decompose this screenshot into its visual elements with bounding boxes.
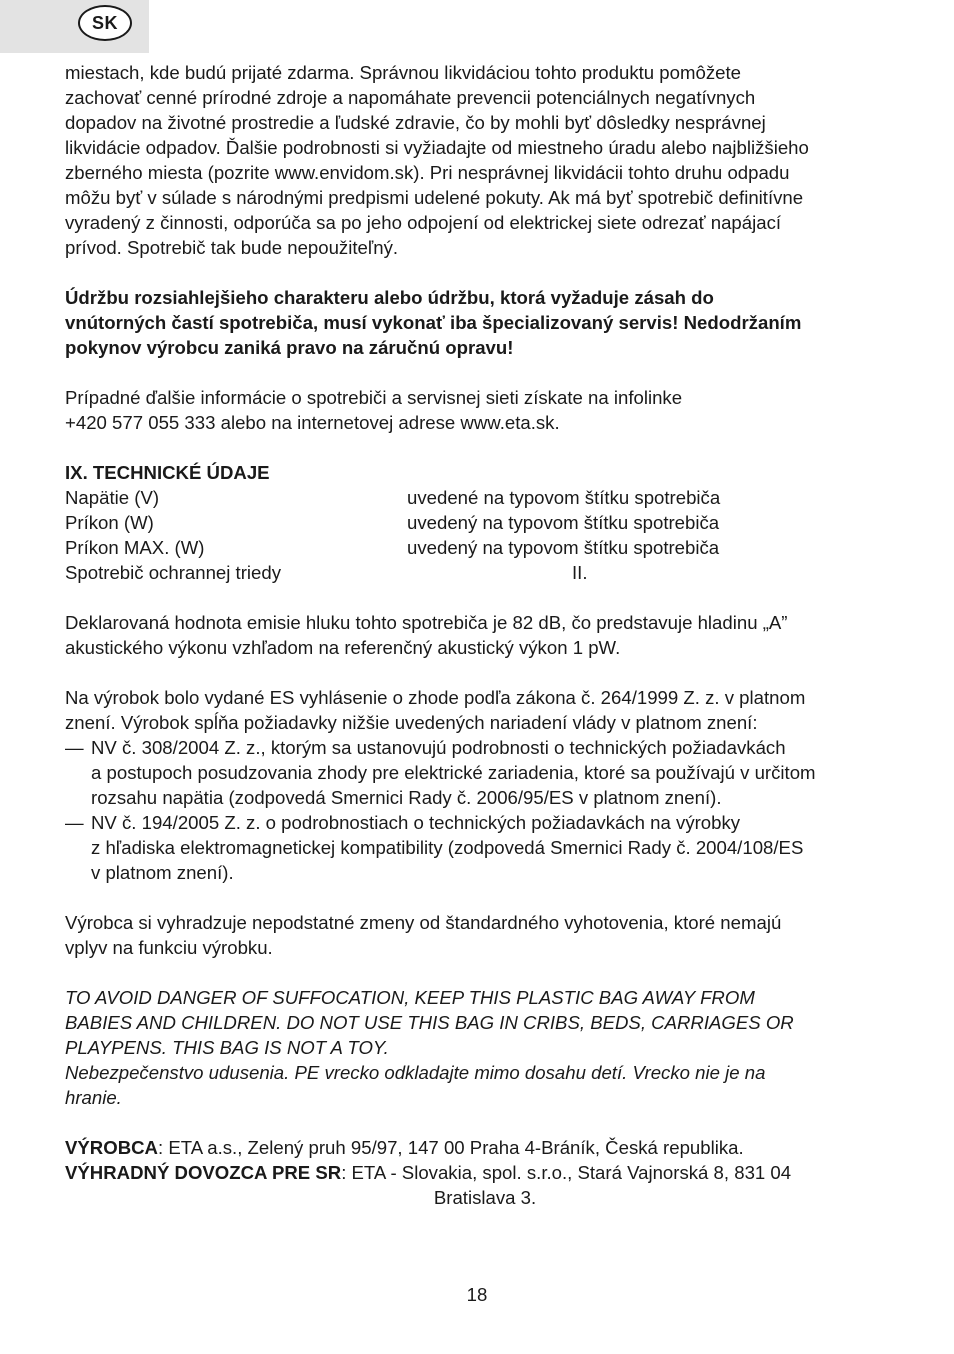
text-line: zachovať cenné prírodné zdroje a napomáhate prevencii potenciálnych negatívnych (65, 87, 756, 108)
text-line: v platnom znení). (91, 862, 234, 883)
text-line: Výrobca si vyhradzuje nepodstatné zmeny od štandardného vyhotovenia, ktoré nemajú (65, 912, 782, 933)
technical-data-section (65, 460, 905, 585)
disposal-paragraph (65, 60, 905, 260)
spec-label: Príkon (W) (65, 512, 154, 533)
service-warning-paragraph (65, 285, 905, 360)
text-line: miestach, kde budú prijaté zdarma. Správnou likvidáciou tohto produktu pomôžete (65, 62, 741, 83)
text-line: znení. Výrobok spĺňa požiadavky nižšie uvedených nariadení vlády v platnom znení: (65, 712, 758, 733)
list-dash: — (65, 737, 84, 758)
manufacturer-label: VÝROBCA (65, 1137, 158, 1158)
text-line: Na výrobok bolo vydané ES vyhlásenie o zhode podľa zákona č. 264/1999 Z. z. v platnom (65, 687, 806, 708)
text-line: akustického výkonu vzhľadom na referenčný akustický výkon 1 pW. (65, 637, 621, 658)
spec-value: uvedený na typovom štítku spotrebiča (407, 537, 720, 558)
text-line: vplyv na funkciu výrobku. (65, 937, 273, 958)
text-line: vnútorných častí spotrebiča, musí vykonať iba špecializovaný servis! Nedodržaním (65, 312, 802, 333)
manufacturer-text: : ETA a.s., Zelený pruh 95/97, 147 00 Praha 4-Bráník, Česká republika. (157, 1137, 744, 1158)
spec-value: uvedené na typovom štítku spotrebiča (407, 487, 721, 508)
info-paragraph (65, 385, 905, 435)
text-line: z hľadiska elektromagnetickej kompatibility (zodpovedá Smernici Rady č. 2004/108/ES (91, 837, 804, 858)
manufacturer-line (65, 1135, 905, 1160)
text-line: môžu byť v súlade s národnými predpismi udelené pokuty. Ak má byť spotrebič definitívne (65, 187, 804, 208)
text-line: Deklarovaná hodnota emisie hluku tohto spotrebiča je 82 dB, čo predstavuje hladinu „A” (65, 612, 788, 633)
text-line: Prípadné ďalšie informácie o spotrebiči a servisnej sieti získate na infolinke (65, 387, 683, 408)
changes-paragraph (65, 910, 905, 960)
importer-city-line: Bratislava 3. (433, 1187, 537, 1208)
spec-label: Napätie (V) (65, 487, 160, 508)
text-line: vyradený z činnosti, odporúča sa po jeho odpojení od elektrickej siete odrezať napájací (65, 212, 782, 233)
importer-label: VÝHRADNÝ DOVOZCA PRE SR (65, 1162, 342, 1183)
text-line: a postupoch posudzovania zhody pre elektrické zariadenia, ktoré sa používajú v určitom (91, 762, 816, 783)
text-line: PLAYPENS. THIS BAG IS NOT A TOY. (65, 1037, 389, 1058)
text-line: likvidácie odpadov. Ďalšie podrobnosti si vyžiadajte od miestneho úradu alebo najbližšieho (65, 137, 809, 158)
text-line: +420 577 055 333 alebo na internetovej adrese www.eta.sk. (65, 412, 560, 433)
spec-value: uvedený na typovom štítku spotrebiča (407, 512, 720, 533)
list-dash: — (65, 812, 84, 833)
contact-block (65, 1135, 905, 1210)
list-item (65, 810, 905, 885)
spec-row-voltage (65, 485, 905, 510)
importer-line (65, 1160, 905, 1185)
text-line: dopadov na životné prostredie a ľudské zdravie, čo by mohli byť dôsledky nesprávnej (65, 112, 766, 133)
text-line: TO AVOID DANGER OF SUFFOCATION, KEEP THIS PLASTIC BAG AWAY FROM (65, 987, 755, 1008)
spec-label: Príkon MAX. (W) (65, 537, 205, 558)
language-badge: SK (78, 5, 132, 41)
text-line: BABIES AND CHILDREN. DO NOT USE THIS BAG IN CRIBS, BEDS, CARRIAGES OR (65, 1012, 794, 1033)
text-line: Nebezpečenstvo udusenia. PE vrecko odkladajte mimo dosahu detí. Vrecko nie je na (65, 1062, 766, 1083)
text-line: rozsahu napätia (zodpovedá Smernici Rady č. 2006/95/ES v platnom znení). (91, 787, 722, 808)
language-tab (0, 0, 149, 53)
document-body (65, 60, 905, 1210)
text-line: Údržbu rozsiahlejšieho charakteru alebo údržbu, ktorá vyžaduje zásah do (65, 287, 714, 308)
list-item (65, 735, 905, 810)
spec-label: Spotrebič ochrannej triedy (65, 562, 282, 583)
text-line: NV č. 308/2004 Z. z., ktorým sa ustanovujú podrobnosti o technických požiadavkách (91, 737, 786, 758)
noise-paragraph (65, 610, 905, 660)
conformity-paragraph (65, 685, 905, 885)
text-line: pokynov výrobcu zaniká pravo na záručnú opravu! (65, 337, 514, 358)
section-heading: IX. TECHNICKÉ ÚDAJE (65, 462, 270, 483)
spec-row-protection-class (65, 560, 905, 585)
text-line: hranie. (65, 1087, 122, 1108)
spec-row-power-max (65, 535, 905, 560)
spec-row-power (65, 510, 905, 535)
text-line: NV č. 194/2005 Z. z. o podrobnostiach o technických požiadavkách na výrobky (91, 812, 741, 833)
importer-text: : ETA - Slovakia, spol. s.r.o., Stará Vajnorská 8, 831 04 (341, 1162, 792, 1183)
text-line: prívod. Spotrebič tak bude nepoužiteľný. (65, 237, 399, 258)
bag-warning-paragraph (65, 985, 905, 1110)
spec-value: II. (572, 562, 588, 583)
page-number: 18 (466, 1284, 488, 1305)
text-line: zberného miesta (pozrite www.envidom.sk). Pri nesprávnej likvidácii tohto druhu odpadu (65, 162, 790, 183)
